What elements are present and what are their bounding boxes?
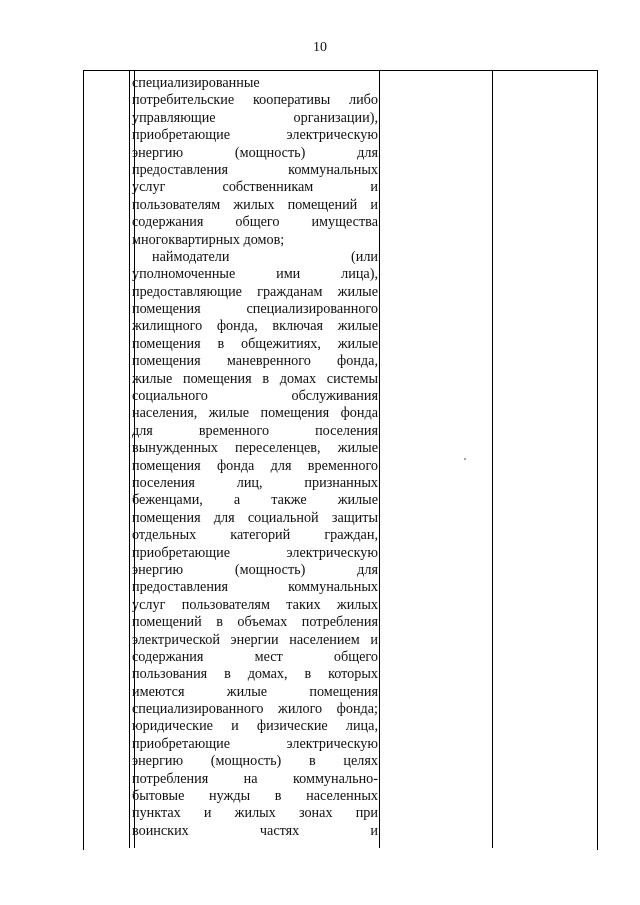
text-line: помещения фонда для временного [132,457,378,474]
text-line: населения, жилые помещения фонда [132,405,378,422]
text-line: энергию (мощность) для [132,561,378,578]
text-line: управляющие организации), [132,109,378,126]
text-line: помещения для социальной защиты [132,509,378,526]
text-line: приобретающие электрическую [132,735,378,752]
text-line: потребления на коммунально- [132,770,378,787]
text-line: энергию (мощность) в целях [132,753,378,770]
text-line: услуг пользователям таких жилых [132,596,378,613]
text-line: пользователям жилых помещений и [132,196,378,213]
text-line: беженцами, а также жилые [132,492,378,509]
text-line: поселения лиц, признанных [132,474,378,491]
text-line: помещения маневренного фонда, [132,353,378,370]
text-line: пользования в домах, в которых [132,666,378,683]
text-line: помещения специализированного [132,301,378,318]
text-line: специализированного жилого фонда; [132,701,378,718]
table-column-divider [129,70,130,848]
text-line: для временного поселения [132,422,378,439]
text-line: содержания общего имущества [132,214,378,231]
text-line: имеются жилые помещения [132,683,378,700]
text-line: воинских частях и [132,822,378,839]
text-line: отдельных категорий граждан, [132,527,378,544]
scan-speck [464,458,466,460]
text-line: энергию (мощность) для [132,144,378,161]
text-line: жилые помещения в домах системы [132,370,378,387]
text-line: наймодатели (или [152,248,378,265]
text-line: жилищного фонда, включая жилые [132,318,378,335]
text-line: юридические и физические лица, [132,718,378,735]
text-line: электрической энергии населением и [132,631,378,648]
text-line: бытовые нужды в населенных [132,788,378,805]
text-line: предоставляющие гражданам жилые [132,283,378,300]
text-line: предоставления коммунальных [132,161,378,178]
text-line: пунктах и жилых зонах при [132,805,378,822]
table-column-divider [492,70,493,848]
text-line: приобретающие электрическую [132,544,378,561]
table-column-divider [379,70,380,848]
text-line: потребительские кооперативы либо [132,92,378,109]
text-line: помещения в общежитиях, жилые [132,335,378,352]
text-line: социального обслуживания [132,388,378,405]
text-line: уполномоченные ими лица), [132,266,378,283]
text-line: предоставления коммунальных [132,579,378,596]
text-line: вынужденных переселенцев, жилые [132,440,378,457]
table-text-cell [132,75,378,848]
text-line: специализированные [132,75,260,91]
text-line: помещений в объемах потребления [132,614,378,631]
text-line: услуг собственникам и [132,179,378,196]
text-line: приобретающие электрическую [132,127,378,144]
page-number: 10 [313,40,327,55]
text-line: содержания мест общего [132,648,378,665]
text-line: многоквартирных домов; [132,231,285,248]
